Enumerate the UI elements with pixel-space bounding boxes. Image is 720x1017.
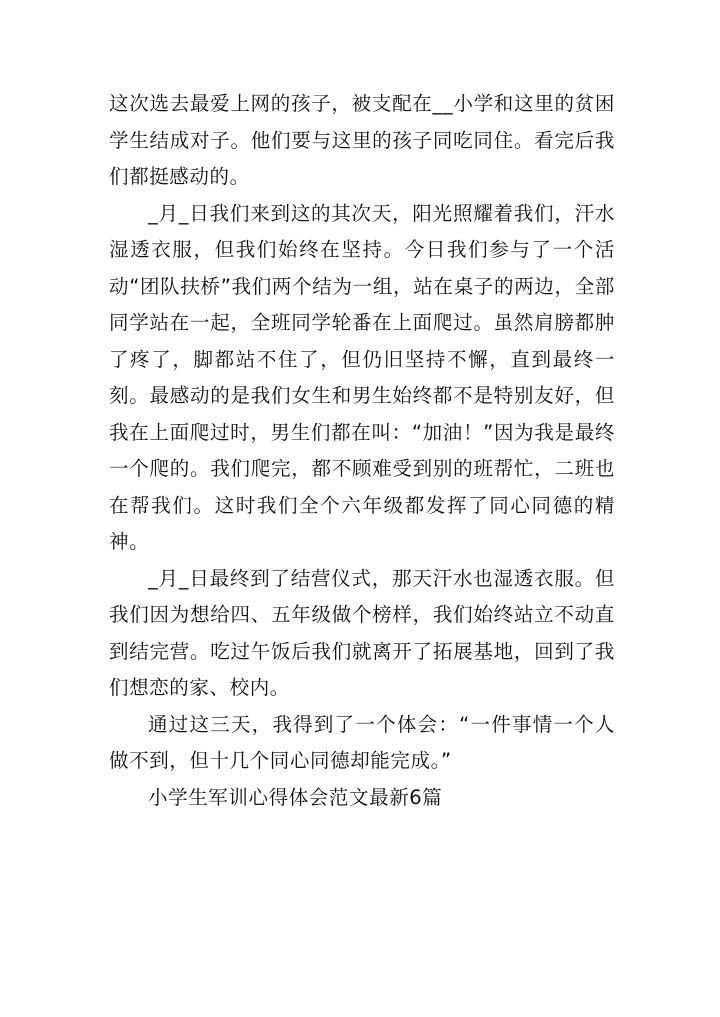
next-article-title: 小学生军训心得体会范文最新6篇 xyxy=(148,785,443,809)
document-body xyxy=(109,86,615,816)
paragraph-2: _月_日我们来到这的其次天，阳光照耀着我们，汗水湿透衣服，但我们始终在坚持。今日我们参与了一个活动“团队扶桥”我们两个结为一组，站在桌子的两边，全部同学站在一起，全班同学轮番在上面爬过。虽然肩膀都肿了疼了，脚都站不住了，但仍旧坚持不懈，直到最终一刻。最感动的是我们女生和男生始终都不是特别友好，但我在上面爬过时，男生们都在叫：“加油！”因为我是最终一个爬的。我们爬完，都不顾难受到别的班帮忙，二班也在帮我们。这时我们全个六年级都发挥了同心同德的精神。 xyxy=(109,201,615,553)
paragraph-1: 这次选去最爱上网的孩子，被支配在__小学和这里的贫困学生结成对子。他们要与这里的孩子同吃同住。看完后我们都挺感动的。 xyxy=(109,92,615,188)
paragraph-3: _月_日最终到了结营仪式，那天汗水也湿透衣服。但我们因为想给四、五年级做个榜样，我们始终站立不动直到结完营。吃过午饭后我们就离开了拓展基地，回到了我们想恋的家、校内。 xyxy=(109,566,615,699)
paragraph-4: 通过这三天，我得到了一个体会：“一件事情一个人做不到，但十几个同心同德却能完成。” xyxy=(109,712,615,772)
